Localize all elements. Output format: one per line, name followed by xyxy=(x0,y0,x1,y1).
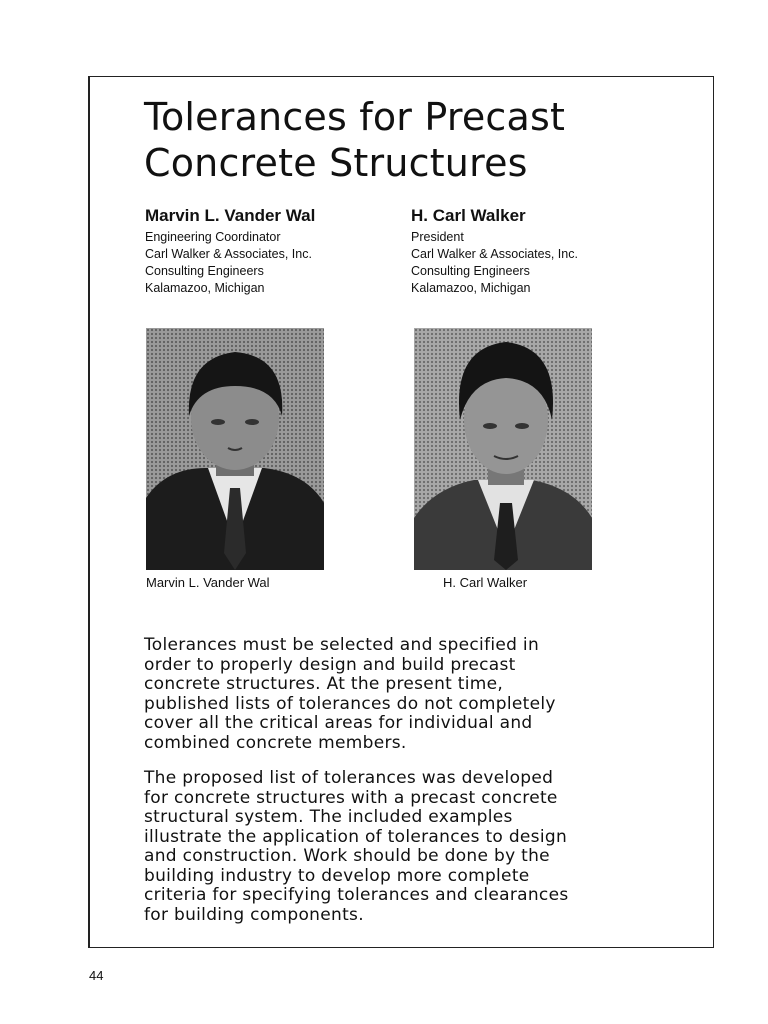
text-line: published lists of tolerances do not completely xyxy=(144,693,556,714)
text-line: cover all the critical areas for individual and xyxy=(144,713,533,733)
text-line: The proposed list of tolerances was developed xyxy=(144,768,554,788)
text-line: criteria for specifying tolerances and clearances xyxy=(144,885,569,905)
text-line: building industry to develop more complete xyxy=(144,865,530,886)
portrait-photo-walker xyxy=(414,328,592,570)
author-block-walker xyxy=(411,206,671,297)
author-firm-type: Consulting Engineers xyxy=(145,264,264,278)
abstract-paragraph-1 xyxy=(144,636,674,753)
text-line: concrete structures. At the present time, xyxy=(144,674,504,694)
author-name: H. Carl Walker xyxy=(411,206,526,225)
portrait-illustration xyxy=(414,328,592,570)
author-name: Marvin L. Vander Wal xyxy=(145,206,316,225)
photo-caption-walker: H. Carl Walker xyxy=(443,575,528,590)
page-number: 44 xyxy=(89,968,104,983)
title-line-2: Concrete Structures xyxy=(144,141,528,185)
text-line: Tolerances must be selected and specified in xyxy=(144,635,540,655)
portrait-photo-vander-wal xyxy=(146,328,324,570)
portrait-illustration xyxy=(146,328,324,570)
author-role: President xyxy=(411,230,464,244)
author-firm-type: Consulting Engineers xyxy=(411,264,530,278)
text-line: combined concrete members. xyxy=(144,732,407,753)
text-line: illustrate the application of tolerances to design xyxy=(144,826,568,847)
author-role: Engineering Coordinator xyxy=(145,230,281,244)
photo-caption-vander-wal: Marvin L. Vander Wal xyxy=(146,575,270,590)
author-block-vander-wal xyxy=(145,206,405,297)
author-location: Kalamazoo, Michigan xyxy=(145,281,265,295)
author-company: Carl Walker & Associates, Inc. xyxy=(145,247,312,261)
text-line: for concrete structures with a precast concrete xyxy=(144,787,558,808)
title-line-1: Tolerances for Precast xyxy=(144,95,566,139)
author-location: Kalamazoo, Michigan xyxy=(411,281,531,295)
abstract-paragraph-2 xyxy=(144,769,674,925)
author-company: Carl Walker & Associates, Inc. xyxy=(411,247,578,261)
text-line: and construction. Work should be done by the xyxy=(144,846,550,866)
text-line: structural system. The included examples xyxy=(144,807,513,827)
text-line: for building components. xyxy=(144,904,364,925)
article-title xyxy=(144,94,565,186)
text-line: order to properly design and build precast xyxy=(144,654,516,675)
